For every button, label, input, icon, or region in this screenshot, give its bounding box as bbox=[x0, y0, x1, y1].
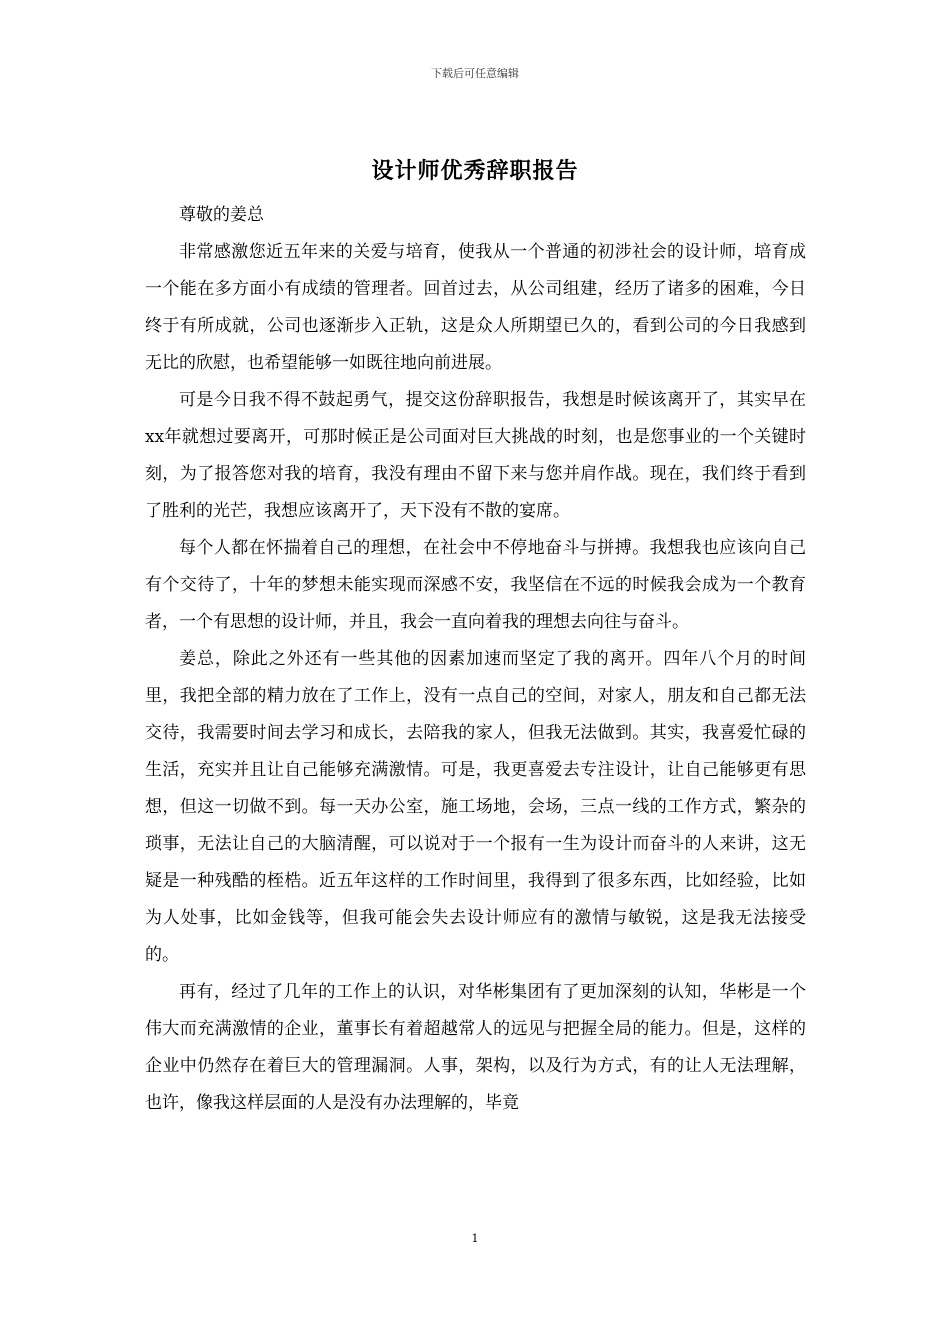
document-body bbox=[145, 197, 806, 1122]
salutation: 尊敬的姜总 bbox=[179, 205, 264, 225]
paragraph-2: 可是今日我不得不鼓起勇气，提交这份辞职报告，我想是时候该离开了，其实早在xx年就想过要离开，可那时候正是公司面对巨大挑战的时刻，也是您事业的一个关键时刻，为了报答您对我的培育，我没有理由不留下来与您并肩作战。现在，我们终于看到了胜利的光芒，我想应该离开了，天下没有不散的宴席。 bbox=[145, 390, 806, 521]
document-title: 设计师优秀辞职报告 bbox=[371, 158, 579, 184]
page-header: 下载后可任意编辑 bbox=[431, 67, 519, 80]
paragraph-4: 姜总，除此之外还有一些其他的因素加速而坚定了我的离开。四年八个月的时间里，我把全部的精力放在了工作上，没有一点自己的空间，对家人，朋友和自己都无法交待，我需要时间去学习和成长，去陪我的家人，但我无法做到。其实，我喜爱忙碌的生活，充实并且让自己能够充满激情。可是，我更喜爱去专注设计，让自己能够更有思想，但这一切做不到。每一天办公室，施工场地，会场，三点一线的工作方式，繁杂的琐事，无法让自己的大脑清醒，可以说对于一个报有一生为设计而奋斗的人来讲，这无疑是一种残酷的桎梏。近五年这样的工作时间里，我得到了很多东西，比如经验，比如为人处事，比如金钱等，但我可能会失去设计师应有的激情与敏锐，这是我无法接受的。 bbox=[145, 649, 806, 965]
paragraph-3: 每个人都在怀揣着自己的理想，在社会中不停地奋斗与拼搏。我想我也应该向自己有个交待了，十年的梦想未能实现而深感不安，我坚信在不远的时候我会成为一个教育者，一个有思想的设计师，并且，我会一直向着我的理想去向往与奋斗。 bbox=[145, 538, 806, 632]
paragraph-5: 再有，经过了几年的工作上的认识，对华彬集团有了更加深刻的认知，华彬是一个伟大而充满激情的企业，董事长有着超越常人的远见与把握全局的能力。但是，这样的企业中仍然存在着巨大的管理漏洞。人事，架构，以及行为方式，有的让人无法理解，也许，像我这样层面的人是没有办法理解的，毕竟 bbox=[145, 982, 806, 1113]
page-number: 1 bbox=[471, 1232, 479, 1245]
paragraph-1: 非常感激您近五年来的关爱与培育，使我从一个普通的初涉社会的设计师，培育成一个能在多方面小有成绩的管理者。回首过去，从公司组建，经历了诸多的困难，今日终于有所成就，公司也逐渐步入正轨，这是众人所期望已久的，看到公司的今日我感到无比的欣慰，也希望能够一如既往地向前进展。 bbox=[145, 242, 806, 373]
